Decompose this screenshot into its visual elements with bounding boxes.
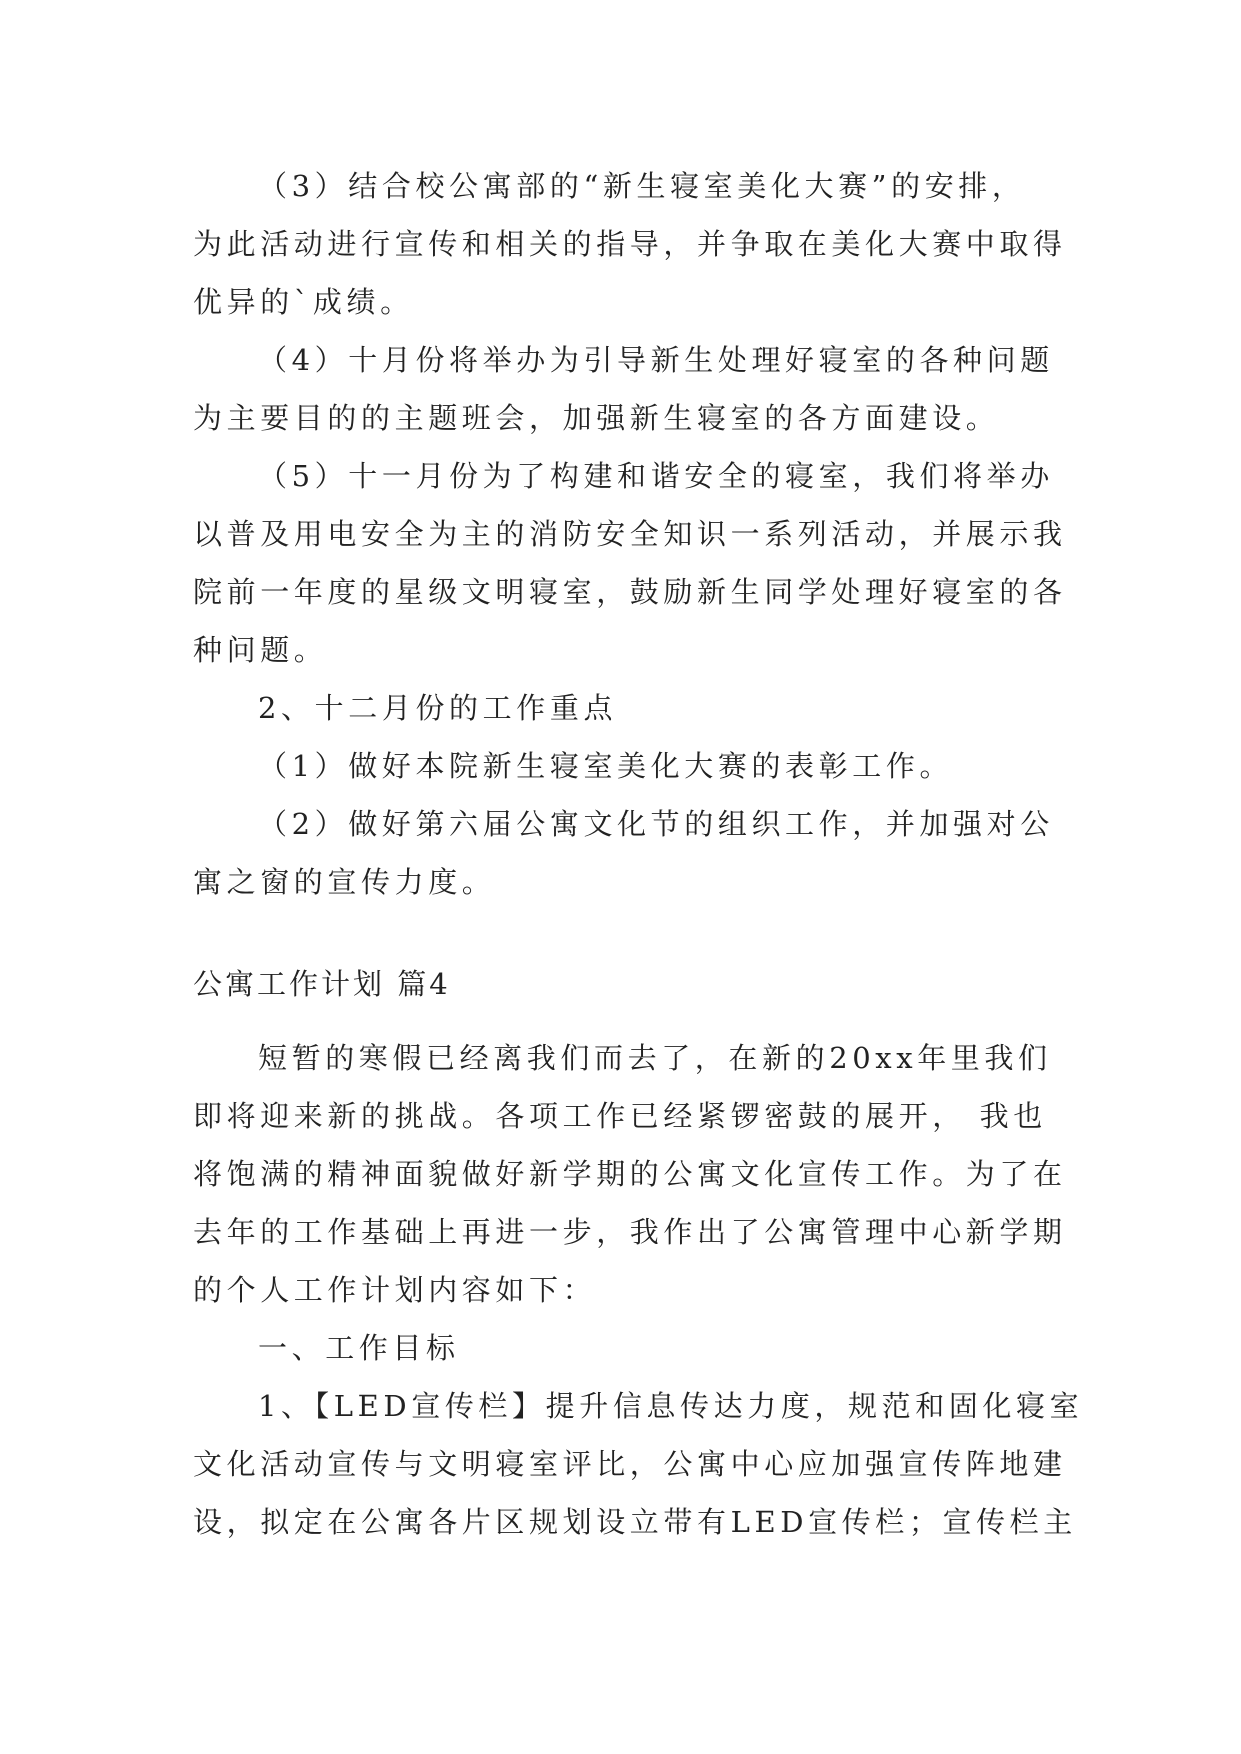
- paragraph-line: （2）做好第六届公寓文化节的组织工作，并加强对公: [258, 807, 1054, 841]
- paragraph-line: 种问题。: [193, 633, 328, 667]
- paragraph-line: 文化活动宣传与文明寝室评比，公寓中心应加强宣传阵地建: [193, 1447, 1067, 1481]
- paragraph-line: 设，拟定在公寓各片区规划设立带有LED宣传栏；宣传栏主: [193, 1505, 1077, 1539]
- paragraph-line: 短暂的寒假已经离我们而去了，在新的20xx年里我们: [258, 1041, 1052, 1075]
- section-heading: 一、工作目标: [258, 1331, 460, 1365]
- paragraph-line: 优异的`成绩。: [193, 285, 414, 319]
- paragraph-line: 的个人工作计划内容如下：: [193, 1273, 597, 1307]
- paragraph-line: （5）十一月份为了构建和谐安全的寝室，我们将举办: [258, 459, 1054, 493]
- paragraph-line: 将饱满的精神面貌做好新学期的公寓文化宣传工作。为了在: [193, 1157, 1067, 1191]
- paragraph-line: 以普及用电安全为主的消防安全知识一系列活动，并展示我: [193, 517, 1067, 551]
- paragraph-line: 为主要目的的主题班会，加强新生寝室的各方面建设。: [193, 401, 1000, 435]
- paragraph-line: （3）结合校公寓部的“新生寝室美化大赛”的安排，: [258, 169, 1026, 203]
- paragraph-line: 为此活动进行宣传和相关的指导，并争取在美化大赛中取得: [193, 227, 1067, 261]
- paragraph-line: 去年的工作基础上再进一步，我作出了公寓管理中心新学期: [193, 1215, 1067, 1249]
- article-title: 公寓工作计划 篇4: [193, 967, 451, 1001]
- paragraph-line: 1、【LED宣传栏】提升信息传达力度，规范和固化寝室: [258, 1389, 1084, 1423]
- section-heading: 2、十二月份的工作重点: [258, 691, 618, 725]
- paragraph-line: 即将迎来新的挑战。各项工作已经紧锣密鼓的展开， 我也: [193, 1099, 1047, 1133]
- paragraph-line: （4）十月份将举办为引导新生处理好寝室的各种问题: [258, 343, 1054, 377]
- paragraph-line: （1）做好本院新生寝室美化大赛的表彰工作。: [258, 749, 954, 783]
- paragraph-line: 院前一年度的星级文明寝室，鼓励新生同学处理好寝室的各: [193, 575, 1067, 609]
- paragraph-line: 寓之窗的宣传力度。: [193, 865, 496, 899]
